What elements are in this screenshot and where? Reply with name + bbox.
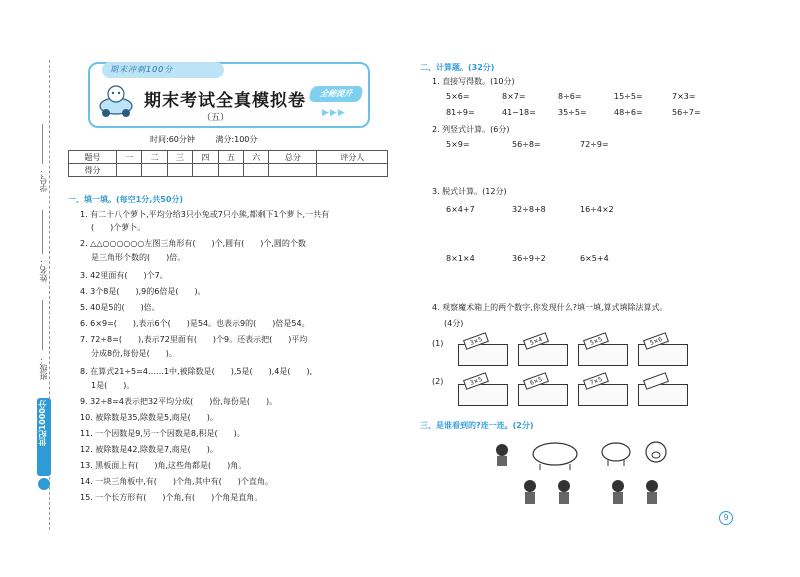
- score-header-cell: 总分: [269, 151, 317, 164]
- name-line: [42, 210, 43, 254]
- score-cell[interactable]: [269, 164, 317, 177]
- part1-title: 一、填一填。(每空1分,共50分): [68, 195, 184, 204]
- mascot-car-icon: [96, 80, 136, 120]
- time-label: 时间:60分钟: [150, 135, 195, 144]
- question-9: 9. 32÷8=4表示把32平均分成( )份,每份是( )。: [80, 397, 278, 406]
- box-lid: 3×5: [463, 332, 489, 350]
- page-subtitle: （五）: [202, 113, 230, 123]
- row2-label: (2): [432, 377, 444, 386]
- question-3: 3. 42里面有( )个7。: [80, 271, 168, 280]
- student-id-line: [42, 124, 43, 164]
- pig-back-icon: [602, 443, 630, 466]
- part2-title: 二、计算题。(32分): [420, 63, 495, 72]
- calc-item: 35÷5=: [558, 108, 587, 117]
- calc-item: 7×3=: [672, 92, 696, 101]
- sub4-points: (4分): [444, 319, 464, 328]
- box-lid: 5×4: [523, 332, 549, 350]
- score-table-header: [69, 151, 388, 164]
- mixed-item: 36÷9÷2: [512, 254, 546, 263]
- calc-item: 8÷6=: [558, 92, 582, 101]
- calc-item: 81÷9=: [446, 108, 475, 117]
- question-12: 12. 被除数是42,除数是7,商是( )。: [80, 445, 218, 454]
- question-6: 6. 6×9=( ),表示6个( )是54。也表示9的( )倍是54。: [80, 319, 310, 328]
- score-header-cell: 一: [116, 151, 141, 164]
- binding-strip: [0, 0, 62, 577]
- brand-logo-icon: [38, 478, 50, 490]
- mixed-item: 16÷4×2: [580, 205, 614, 214]
- badge: 期末冲刺100分: [102, 62, 224, 78]
- student-id-label: 学号：: [39, 168, 48, 192]
- question-10: 10. 被除数是35,除数是5,商是( )。: [80, 413, 218, 422]
- score-cell[interactable]: [317, 164, 388, 177]
- calc-item: 48÷6=: [614, 108, 643, 117]
- score-table-row: [69, 164, 388, 177]
- score-cell[interactable]: [167, 164, 192, 177]
- name-label: 姓名：: [39, 258, 48, 282]
- sub4-title: 4. 观察魔术箱上的两个数字,你发现什么?填一填,算式填除法算式。: [432, 303, 668, 312]
- box-lid: 3×5: [463, 372, 489, 390]
- score-header-cell: 五: [218, 151, 243, 164]
- class-line: [42, 300, 43, 350]
- calc-item: 41−18=: [502, 108, 536, 117]
- score-row-label: 得分: [69, 164, 117, 177]
- kid-icon: [558, 480, 570, 504]
- mixed-item: 6×5+4: [580, 254, 609, 263]
- score-header-cell: 评分人: [317, 151, 388, 164]
- question-1b: ( )个萝卜。: [91, 223, 146, 232]
- score-label: 满分:100分: [215, 135, 258, 144]
- score-header-cell: 四: [193, 151, 218, 164]
- question-11: 11. 一个因数是9,另一个因数是8,积是( )。: [80, 429, 245, 438]
- question-15: 15. 一个长方形有( )个角,有( )个角是直角。: [80, 493, 263, 502]
- box-lid: 7×5: [583, 372, 609, 390]
- score-header-cell: 题号: [69, 151, 117, 164]
- kid-icon: [646, 480, 658, 504]
- score-cell[interactable]: [116, 164, 141, 177]
- brand-text: 世纪1000分: [38, 400, 47, 447]
- exam-info: [150, 134, 275, 145]
- calc-item: 56÷7=: [672, 108, 701, 117]
- vertical-item: 5×9=: [446, 140, 470, 149]
- stamp: 全能提升: [308, 86, 363, 102]
- kid-icon: [524, 480, 536, 504]
- kid-icon: [496, 444, 508, 466]
- question-13: 13. 黑板面上有( )角,这些角都是( )角。: [80, 461, 247, 470]
- page-number: 9: [719, 511, 733, 525]
- calc-item: 8×7=: [502, 92, 526, 101]
- mixed-item: 8×1×4: [446, 254, 475, 263]
- question-7b: 分成8份,每份是( )。: [91, 349, 177, 358]
- score-cell[interactable]: [244, 164, 269, 177]
- pig-side-icon: [533, 443, 577, 470]
- question-7a: 7. 72÷8=( ),表示72里面有( )个9。还表示把( )平均: [80, 335, 308, 344]
- score-cell[interactable]: [193, 164, 218, 177]
- page-title: 期末考试全真模拟卷: [144, 91, 306, 111]
- question-2b: 是三角形个数的( )倍。: [91, 253, 186, 262]
- question-14: 14. 一块三角板中,有( )个角,其中有( )个直角。: [80, 477, 273, 486]
- score-header-cell: 三: [167, 151, 192, 164]
- sub2-title: 2. 列竖式计算。(6分): [432, 125, 510, 134]
- mixed-item: 32÷8+8: [512, 205, 546, 214]
- vertical-item: 56÷8=: [512, 140, 541, 149]
- part3-title: 三、是谁看到的?连一连。(2分): [420, 421, 534, 430]
- question-2a: 2. △△○○○○○○左图三角形有( )个,圆有( )个,圆的个数: [80, 239, 306, 248]
- box-lid: 6×5: [523, 372, 549, 390]
- question-8b: 1是( )。: [91, 381, 135, 390]
- vertical-item: 72÷9=: [580, 140, 609, 149]
- score-header-cell: 二: [142, 151, 167, 164]
- arrow-icons: ▶▶▶: [322, 108, 346, 118]
- class-label: 班级：: [39, 356, 48, 380]
- score-cell[interactable]: [218, 164, 243, 177]
- observation-figures: [490, 434, 680, 514]
- kid-icon: [612, 480, 624, 504]
- score-table: [68, 150, 388, 177]
- mixed-item: 6×4+7: [446, 205, 475, 214]
- sub1-title: 1. 直接写得数。(10分): [432, 77, 515, 86]
- box-lid: 5×5: [583, 332, 609, 350]
- score-header-cell: 六: [244, 151, 269, 164]
- question-8a: 8. 在算式21÷5=4……1中,被除数是( ),5是( ),4是( ),: [80, 367, 313, 376]
- question-5: 5. 40是5的( )倍。: [80, 303, 160, 312]
- row1-label: (1): [432, 339, 444, 348]
- sub3-title: 3. 脱式计算。(12分): [432, 187, 507, 196]
- question-4: 4. 3个8是( ),9的6倍是( )。: [80, 287, 206, 296]
- calc-item: 15÷5=: [614, 92, 643, 101]
- box-lid: 5×6: [643, 332, 669, 350]
- score-cell[interactable]: [142, 164, 167, 177]
- pig-front-icon: [646, 442, 666, 462]
- calc-item: 5×6=: [446, 92, 470, 101]
- question-1a: 1. 有二十八个萝卜,平均分给3只小兔或7只小熊,都剩下1个萝卜,一共有: [80, 210, 330, 219]
